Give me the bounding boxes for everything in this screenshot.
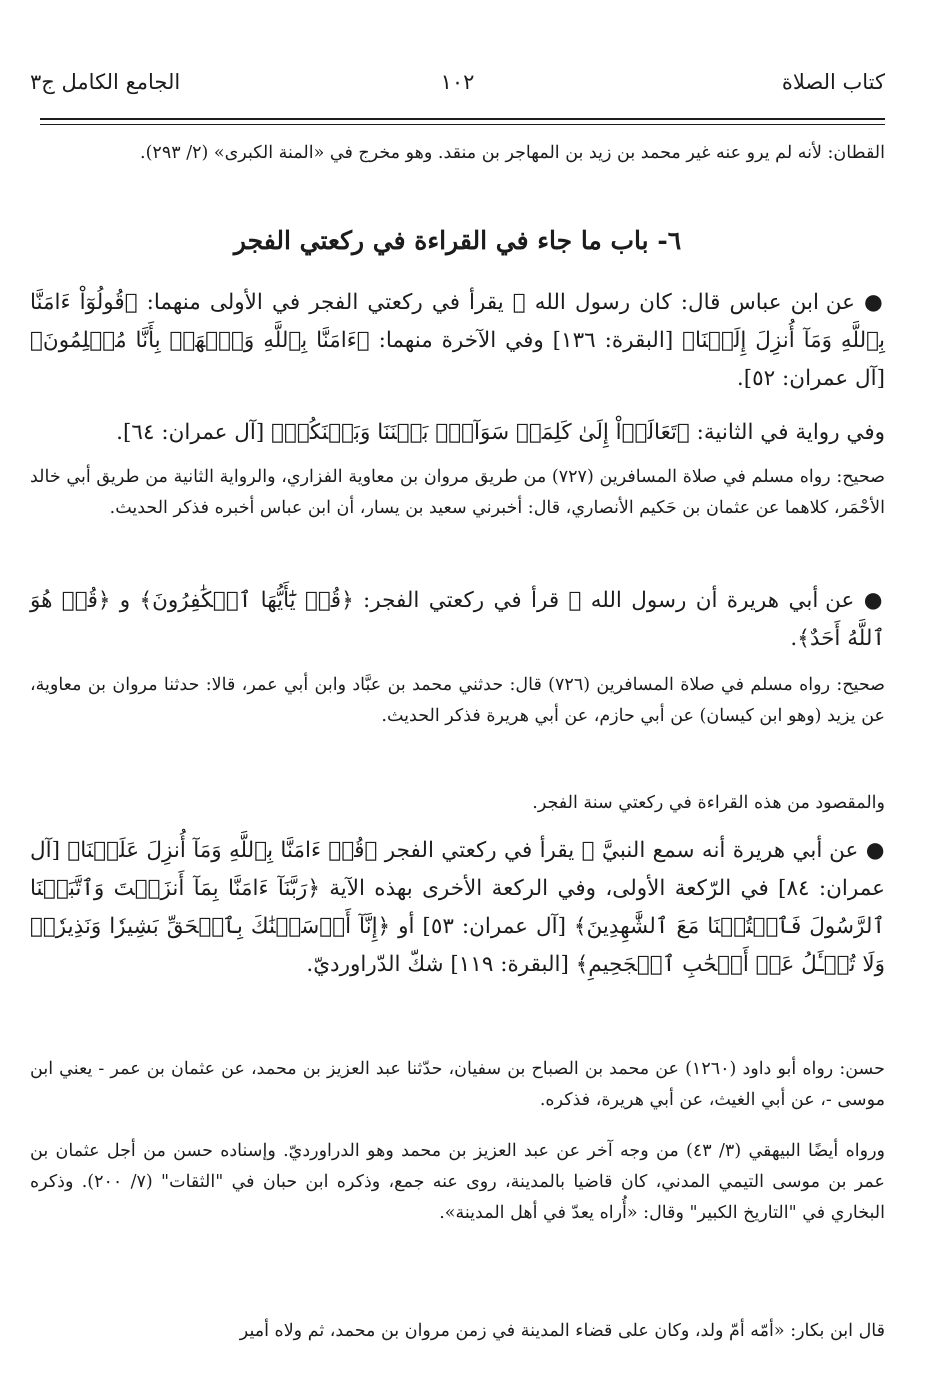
- hadith-paragraph-3: [30, 832, 885, 984]
- header-rule-thin: [40, 124, 885, 125]
- explanation-paragraph: والمقصود من هذه القراءة في ركعتي سنة الفجر.: [532, 793, 885, 813]
- takhrij-paragraph-3: حسن: رواه أبو داود (١٢٦٠) عن محمد بن الصباح بن سفيان، حدّثنا عبد العزيز بن محمد، عن عثمان بن عمر - يعني ابن موسى -، عن أبي الغيث، عن أبي هريرة، فذكره.: [30, 1059, 885, 1110]
- takhrij-paragraph-1: صحيح: رواه مسلم في صلاة المسافرين (٧٢٧) من طريق مروان بن معاوية الفزاري، والرواية الثانية من طريق أبي خالد الأحْمَر، كلاهما عن عثمان بن حَكيم الأنصاري، قال: أخبرني سعيد بن يسار، أن ابن عباس أخبره فذكر الحديث.: [30, 467, 885, 518]
- hadith-text-2: عن أبي هريرة أن رسول الله ﷺ قرأ في ركعتي الفجر: ﴿قُلۡ يَٰٓأَيُّهَا ٱلۡكَٰفِرُونَ﴾ و ﴿قُلۡ هُوَ ٱللَّهُ أَحَدٌ﴾.: [30, 588, 885, 651]
- bullet-marker: ●: [864, 290, 885, 315]
- bullet-marker: ●: [863, 588, 885, 613]
- header-book-section: كتاب الصلاة: [781, 70, 885, 94]
- takhrij-paragraph-2: صحيح: رواه مسلم في صلاة المسافرين (٧٢٦) قال: حدثني محمد بن عبَّاد وابن أبي عمر، قالا: حدثنا مروان بن معاوية، عن يزيد (وهو ابن كيسان) عن أبي حازم، عن أبي هريرة فذكر الحديث.: [30, 675, 885, 726]
- header-page-number: ١٠٢: [440, 70, 475, 94]
- takhrij-paragraph-4: ورواه أيضًا البيهقي (٣/ ٤٣) من وجه آخر عن عبد العزيز بن محمد وهو الدراورديّ. وإسناده حسن من أجل عثمان بن عمر بن موسى التيمي المدني، كان قاضيا بالمدينة، روى عنه جمع، وذكره ابن حبان في "الثقات" (٧/ ٢٠٠). وذكره البخاري في "التاريخ الكبير" وقال: «أُراه يعدّ في أهل المدينة».: [30, 1141, 885, 1223]
- header-rule-thick: [40, 118, 885, 120]
- hadith-paragraph-2: [30, 582, 885, 658]
- hadith-text-1: عن ابن عباس قال: كان رسول الله ﷺ يقرأ في ركعتي الفجر في الأولى منهما: ﴿قُولُوٓاْ ءَامَنَّا بِٱللَّهِ وَمَآ أُنزِلَ إِلَيۡنَا﴾ [البقرة: ١٣٦] وفي الآخرة منهما: ﴿ءَامَنَّا بِٱللَّهِ وَٱشۡهَدۡ بِأَنَّا مُسۡلِمُونَ﴾ [آل عمران: ٥٢].: [30, 290, 886, 391]
- hadith-text-3: عن أبي هريرة أنه سمع النبيَّ ﷺ يقرأ في ركعتي الفجر ﴿قُلۡ ءَامَنَّا بِٱللَّهِ وَمَآ أُنزِلَ عَلَيۡنَا﴾ [آل عمران: ٨٤] في الرّكعة الأولى، وفي الركعة الأخرى بهذه الآية ﴿رَبَّنَآ ءَامَنَّا بِمَآ أَنزَلۡتَ وَٱتَّبَعۡنَا ٱلرَّسُولَ فَٱكۡتُبۡنَا مَعَ ٱلشَّٰهِدِينَ﴾ [آل عمران: ٥٣] أو ﴿إِنَّآ أَرۡسَلۡنَٰكَ بِٱلۡحَقِّ بَشِيرٗا وَنَذِيرٗاۖ وَلَا تُسۡـَٔلُ عَنۡ أَصۡحَٰبِ ٱلۡجَحِيمِ﴾ [البقرة: ١١٩] شكّ الدّراورديّ.: [30, 838, 885, 977]
- hadith-variant-paragraph: وفي رواية في الثانية: ﴿تَعَالَوۡاْ إِلَىٰ كَلِمَةٖ سَوَآءِۭ بَيۡنَنَا وَبَيۡنَكُمۡ﴾ [آل عمران: ٦٤].: [116, 420, 885, 445]
- header-book-title: الجامع الكامل ج٣: [30, 70, 181, 94]
- chapter-title: ٦- باب ما جاء في القراءة في ركعتي الفجر: [233, 226, 682, 255]
- takhrij-paragraph-5: قال ابن بكار: «أمّه أمّ ولد، وكان على قضاء المدينة في زمن مروان بن محمد، ثم ولاه أمير: [239, 1321, 885, 1341]
- book-page: [30, 0, 885, 1387]
- hadith-paragraph-1: [30, 284, 885, 398]
- footnote-paragraph-1: القطان: لأنه لم يرو عنه غير محمد بن زيد بن المهاجر بن منقد. وهو مخرج في «المنة الكبرى» (٢/ ٢٩٣).: [140, 143, 885, 163]
- bullet-marker: ●: [865, 838, 885, 863]
- page-header: [30, 70, 885, 110]
